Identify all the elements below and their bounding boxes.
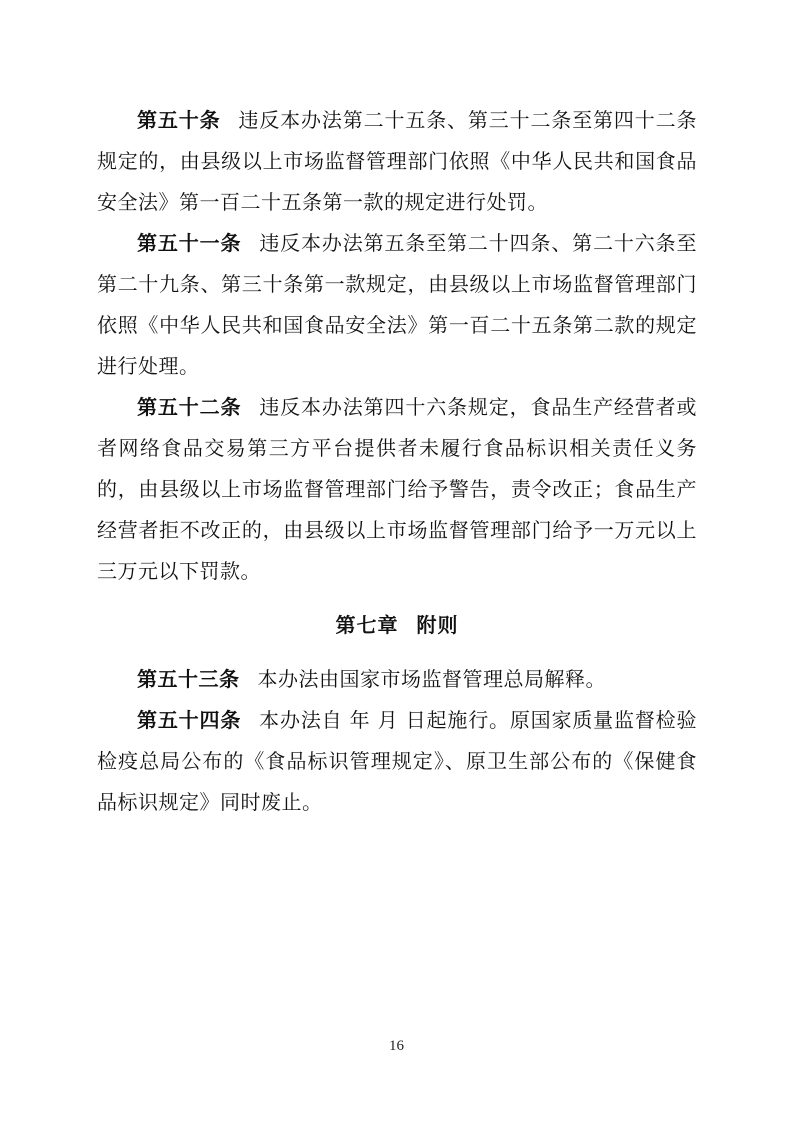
chapter-heading: [97, 605, 697, 646]
article-51: [97, 223, 697, 387]
article-53: [97, 659, 697, 700]
article-label: 第五十四条: [137, 708, 242, 732]
article-text: 违反本办法第四十六条规定，食品生产经营者或者网络食品交易第三方平台提供者未履行食品标识相关责任义务的，由县级以上市场监督管理部门给予警告，责令改正；食品生产经营者拒不改正的，由县级以上市场监督管理部门给予一万元以上三万元以下罚款。: [97, 395, 698, 583]
chapter-title: 附则: [416, 613, 459, 637]
article-text: 本办法自 年 月 日起施行。原国家质量监督检验检疫总局公布的《食品标识管理规定》、原卫生部公布的《保健食品标识规定》同时废止。: [97, 708, 697, 814]
article-text: 违反本办法第二十五条、第三十二条至第四十二条规定的，由县级以上市场监督管理部门依照《中华人民共和国食品安全法》第一百二十五条第一款的规定进行处罚。: [97, 108, 698, 214]
article-label: 第五十一条: [137, 231, 242, 255]
article-label: 第五十三条: [137, 667, 240, 691]
chapter-number: 第七章: [335, 613, 399, 637]
article-50: [97, 100, 697, 223]
article-label: 第五十条: [137, 108, 221, 132]
article-text: 本办法由国家市场监督管理总局解释。: [257, 667, 606, 691]
article-52: [97, 387, 697, 592]
article-label: 第五十二条: [137, 395, 242, 419]
page-number: 16: [389, 1038, 404, 1054]
article-54: [97, 700, 697, 823]
page-content: [97, 100, 697, 823]
article-text: 违反本办法第五条至第二十四条、第二十六条至第二十九条、第三十条第一款规定，由县级以上市场监督管理部门依照《中华人民共和国食品安全法》第一百二十五条第二款的规定进行处理。: [97, 231, 698, 378]
